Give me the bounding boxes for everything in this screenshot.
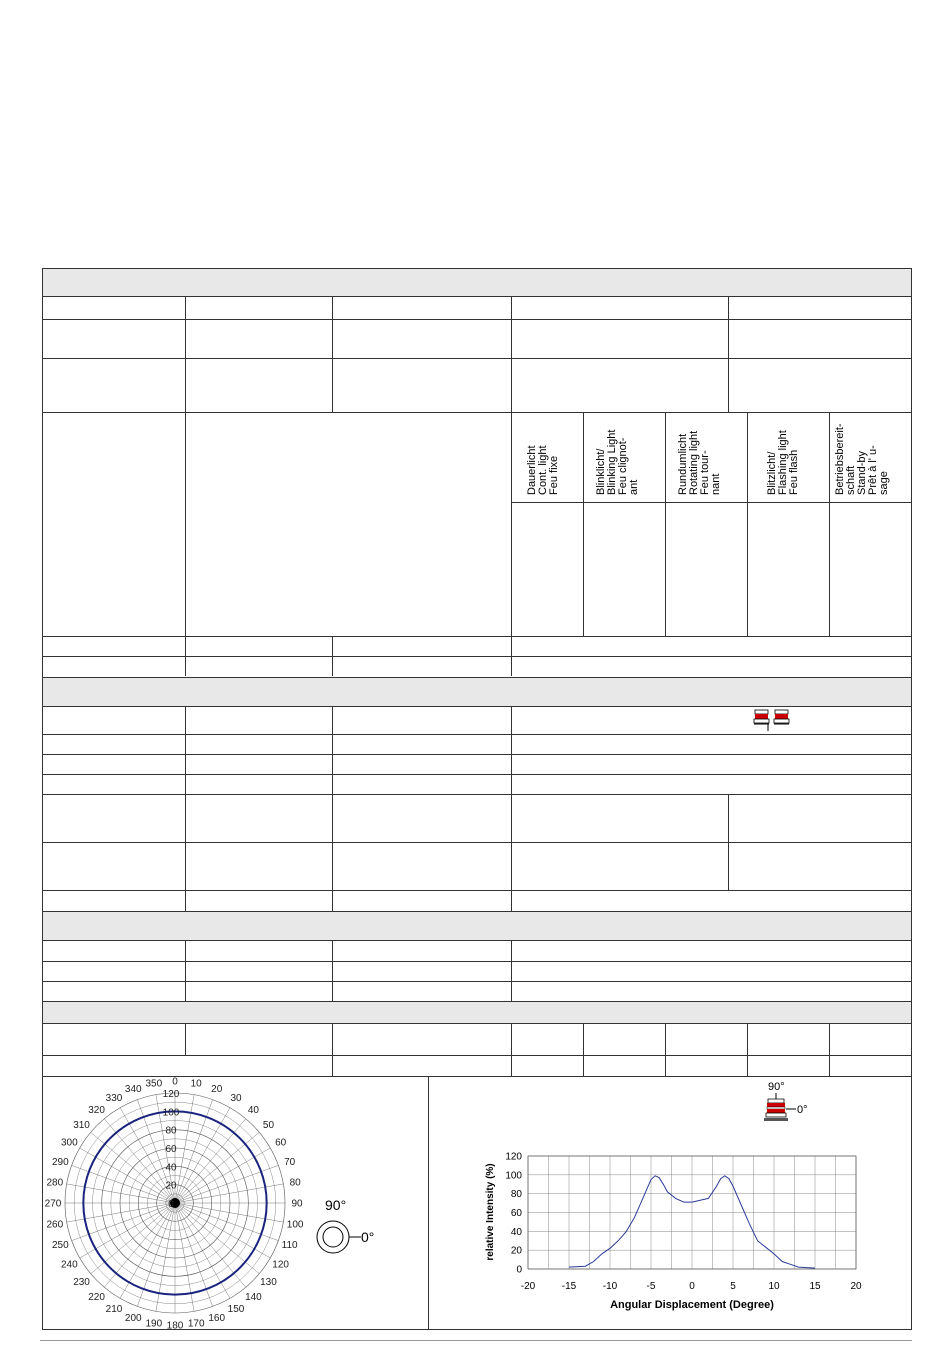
chart-xlabel: Angular Displacement (Degree): [610, 1299, 774, 1311]
col-divider: [829, 1023, 830, 1076]
polar-angle-label: 100: [286, 1219, 304, 1231]
col-divider: [185, 940, 186, 1001]
polar-angle-label: 330: [105, 1092, 123, 1104]
polar-diagram: [42, 1075, 427, 1329]
row-divider: [43, 981, 911, 982]
polar-radial-label: 120: [162, 1089, 180, 1100]
chart-xtick-label: 10: [768, 1281, 780, 1292]
row-divider: [511, 502, 911, 503]
col-divider: [511, 940, 512, 1001]
polar-radial-label: 100: [162, 1107, 180, 1119]
polar-angle-label: 50: [262, 1120, 275, 1132]
polar-angle-label: 340: [124, 1083, 142, 1095]
chart-xtick-label: -5: [646, 1281, 656, 1292]
col-divider: [185, 1023, 186, 1055]
row-divider: [43, 296, 911, 297]
col-divider: [185, 296, 186, 412]
row-divider: [43, 636, 911, 637]
polar-angle-label: 90: [291, 1198, 303, 1210]
col-divider: [332, 636, 333, 676]
intensity-chart: [470, 1140, 890, 1320]
light-mode-blinking: Blinklicht/ Blinking Light Feu clignot- ant: [595, 429, 640, 495]
footer-rule: [40, 1340, 912, 1341]
polar-angle-label: 240: [61, 1259, 78, 1271]
chart-xtick-label: -15: [561, 1281, 577, 1292]
polar-angle-label: 190: [145, 1318, 163, 1329]
row-divider: [43, 911, 911, 912]
row-divider: [43, 1001, 911, 1002]
side-icon-side-label: 0°: [797, 1104, 808, 1116]
polar-angle-label: 290: [52, 1156, 69, 1168]
chart-ytick-label: 100: [505, 1170, 522, 1182]
chart-ytick-label: 120: [505, 1151, 522, 1163]
polar-angle-label: 310: [73, 1120, 90, 1132]
polar-angle-label: 320: [88, 1105, 105, 1117]
col-divider: [747, 1023, 748, 1076]
col-divider: [428, 1076, 429, 1330]
polar-angle-label: 70: [284, 1156, 296, 1168]
polar-angle-label: 0: [172, 1076, 178, 1088]
polar-radial-label: 60: [165, 1144, 177, 1155]
row-divider: [43, 794, 911, 795]
polar-spoke: [175, 1165, 278, 1203]
row-divider: [43, 1023, 911, 1024]
polar-angle-label: 180: [166, 1320, 184, 1329]
polar-angle-label: 220: [88, 1291, 105, 1303]
polar-radial-label: 80: [165, 1125, 177, 1137]
light-mode-flashing: Blitzlicht/ Flashing light Feu flash: [766, 430, 800, 495]
col-divider: [332, 706, 333, 911]
row-divider: [43, 754, 911, 755]
polar-angle-label: 200: [124, 1313, 142, 1325]
section-band-3: [43, 911, 911, 940]
col-divider: [185, 706, 186, 911]
polar-spoke: [175, 1203, 278, 1241]
section-band-2: [43, 677, 911, 706]
col-divider: [665, 1023, 666, 1076]
chart-ytick-label: 20: [510, 1245, 522, 1257]
polar-angle-label: 270: [44, 1198, 62, 1210]
polar-angle-label: 300: [61, 1137, 78, 1149]
polar-angle-label: 20: [211, 1083, 223, 1095]
row-divider: [43, 734, 911, 735]
col-divider: [583, 1023, 584, 1076]
col-divider: [332, 296, 333, 412]
polar-angle-label: 350: [145, 1078, 163, 1090]
polar-angle-label: 130: [260, 1276, 277, 1288]
polar-angle-label: 30: [230, 1092, 242, 1104]
polar-angle-label: 150: [227, 1304, 245, 1316]
row-divider: [43, 677, 911, 678]
col-divider: [511, 296, 512, 412]
polar-angle-label: 160: [208, 1313, 226, 1325]
row-divider: [43, 319, 911, 320]
polar-angle-label: 40: [247, 1105, 259, 1117]
polar-angle-label: 250: [52, 1240, 69, 1252]
chart-xtick-label: 0: [689, 1281, 695, 1292]
section-band-4: [43, 1001, 911, 1023]
row-divider: [43, 656, 911, 657]
chart-xtick-label: -20: [520, 1281, 536, 1292]
chart-xtick-label: 5: [730, 1281, 736, 1292]
chart-xtick-label: 20: [850, 1281, 862, 1292]
light-mode-rotating: Rundumlicht Rotating light Feu tour- nant: [677, 430, 722, 495]
polar-spoke: [137, 1203, 175, 1306]
polar-angle-label: 60: [275, 1137, 287, 1149]
row-divider: [43, 961, 911, 962]
polar-radial-label: 0: [168, 1199, 174, 1210]
polar-angle-label: 260: [46, 1219, 64, 1231]
side-icon-top-label: 90°: [768, 1081, 785, 1093]
horizontal-angle-label: 0°: [361, 1229, 375, 1245]
light-mode-continuous: Dauerlicht Cont. light Feu fixe: [526, 445, 560, 495]
polar-angle-label: 10: [190, 1078, 202, 1090]
light-mode-standby: Betriebsbereit- schaft Stand-by Prêt à l' u- sage: [834, 423, 890, 495]
polar-angle-label: 110: [281, 1240, 298, 1252]
section-band-1: [43, 269, 911, 296]
col-divider: [511, 706, 512, 911]
chart-xtick-label: 15: [809, 1281, 821, 1292]
polar-spoke: [72, 1165, 175, 1203]
row-divider: [43, 1055, 911, 1056]
polar-spoke: [72, 1203, 175, 1241]
chart-ytick-label: 80: [510, 1189, 522, 1201]
row-divider: [43, 842, 911, 843]
polar-spoke: [175, 1203, 213, 1306]
polar-angle-label: 230: [73, 1276, 90, 1288]
polar-radial-label: 20: [165, 1180, 177, 1192]
row-divider: [43, 940, 911, 941]
polar-angle-label: 120: [272, 1259, 289, 1271]
col-divider: [728, 794, 729, 890]
polar-angle-label: 140: [245, 1291, 262, 1303]
top-view-icon: [315, 1219, 365, 1257]
beacon-icons: [751, 707, 793, 733]
polar-angle-label: 170: [187, 1318, 205, 1329]
chart-ytick-label: 0: [516, 1264, 522, 1276]
polar-angle-label: 280: [46, 1177, 64, 1189]
polar-radial-label: 40: [165, 1162, 177, 1174]
side-view-beacon-icon: [760, 1093, 798, 1129]
col-divider: [332, 940, 333, 1001]
col-divider: [511, 412, 512, 676]
chart-ylabel: relative Intensity (%): [485, 1163, 496, 1261]
vertical-angle-label: 90°: [325, 1197, 347, 1213]
chart-ytick-label: 40: [510, 1226, 522, 1238]
row-divider: [43, 890, 911, 891]
polar-angle-label: 80: [289, 1177, 301, 1189]
polar-angle-label: 210: [105, 1304, 123, 1316]
chart-ytick-label: 60: [510, 1208, 522, 1219]
col-divider: [332, 1023, 333, 1076]
polar-spoke: [175, 1100, 213, 1203]
chart-xtick-label: -10: [602, 1281, 618, 1292]
col-divider: [185, 412, 186, 676]
col-divider: [511, 1023, 512, 1076]
row-divider: [43, 774, 911, 775]
